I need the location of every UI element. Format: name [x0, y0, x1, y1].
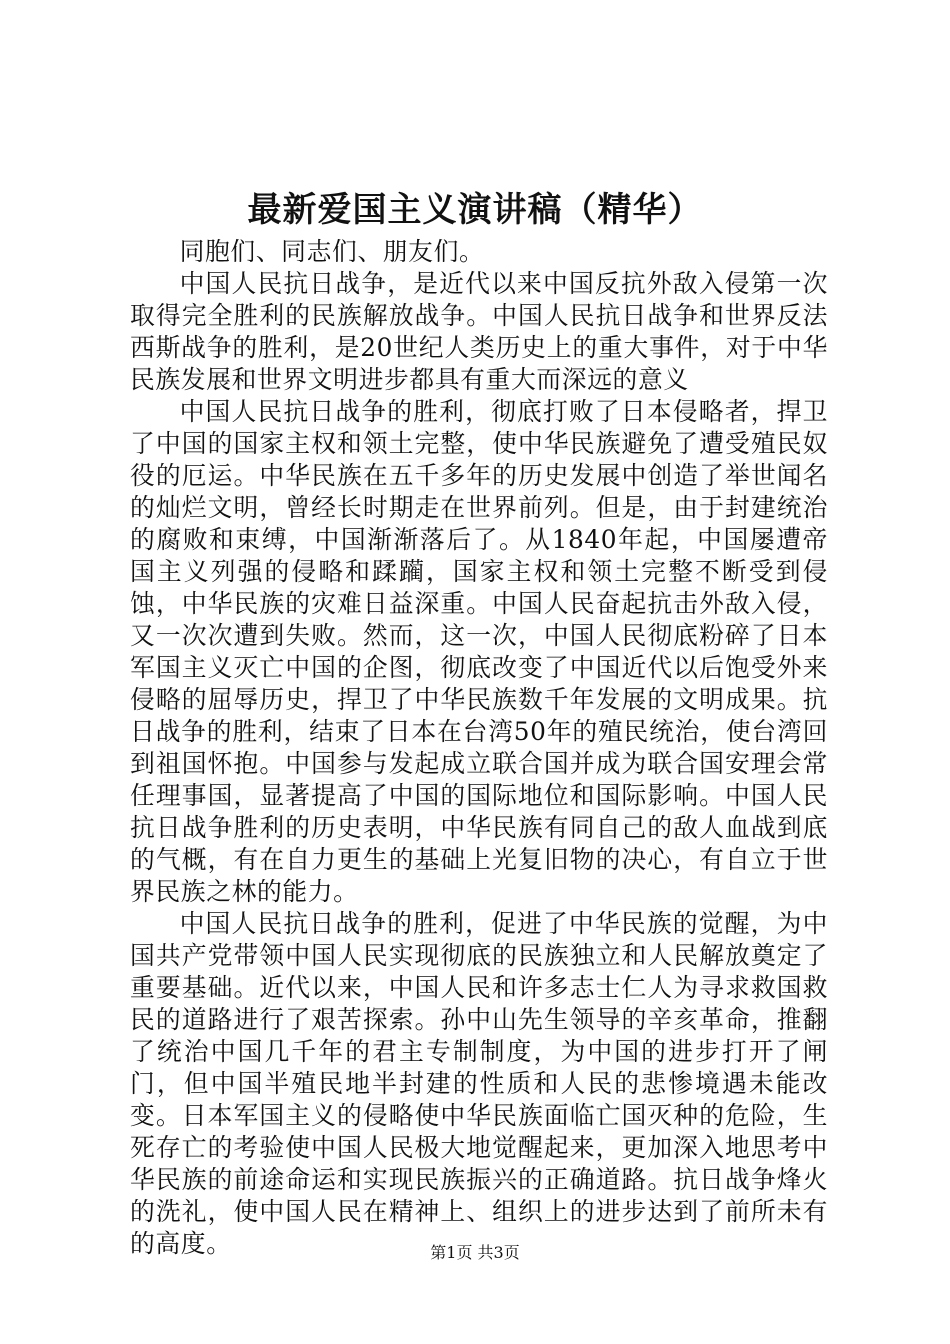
paragraph-1: 中国人民抗日战争，是近代以来中国反抗外敌入侵第一次取得完全胜利的民族解放战争。中国人民抗日战争和世界反法西斯战争的胜利，是20世纪人类历史上的重大事件，对于中华民族发展和世界文明进步都具有重大而深远的意义 [130, 269, 828, 394]
paragraph-2: 中国人民抗日战争的胜利，彻底打败了日本侵略者，捍卫了中国的国家主权和领土完整，使中华民族避免了遭受殖民奴役的厄运。中华民族在五千多年的历史发展中创造了举世闻名的灿烂文明，曾经长时期走在世界前列。但是，由于封建统治的腐败和束缚，中国渐渐落后了。从1840年起，中国屡遭帝国主义列强的侵略和蹂躏，国家主权和领土完整不断受到侵蚀，中华民族的灾难日益深重。中国人民奋起抗击外敌入侵，又一次次遭到失败。然而，这一次，中国人民彻底粉碎了日本军国主义灭亡中国的企图，彻底改变了中国近代以后饱受外来侵略的屈辱历史，捍卫了中华民族数千年发展的文明成果。抗日战争的胜利，结束了日本在台湾50年的殖民统治，使台湾回到祖国怀抱。中国参与发起成立联合国并成为联合国安理会常任理事国，显著提高了中国的国际地位和国际影响。中国人民抗日战争胜利的历史表明，中华民族有同自己的敌人血战到底的气概，有在自力更生的基础上光复旧物的决心，有自立于世界民族之林的能力。 [130, 397, 828, 906]
paragraph-greeting: 同胞们、同志们、朋友们。 [179, 237, 485, 266]
document-title: 最新爱国主义演讲稿（精华） [247, 190, 703, 230]
paragraph-3: 中国人民抗日战争的胜利，促进了中华民族的觉醒，为中国共产党带领中国人民实现彻底的民族独立和人民解放奠定了重要基础。近代以来，中国人民和许多志士仁人为寻求救国救民的道路进行了艰苦探索。孙中山先生领导的辛亥革命，推翻了统治中国几千年的君主专制制度，为中国的进步打开了闸门，但中国半殖民地半封建的性质和人民的悲惨境遇未能改变。日本军国主义的侵略使中华民族面临亡国灭种的危险，生死存亡的考验使中国人民极大地觉醒起来，更加深入地思考中华民族的前途命运和实现民族振兴的正确道路。抗日战争烽火的洗礼，使中国人民在精神上、组织上的进步达到了前所未有的高度。 [130, 909, 828, 1258]
document-body [130, 236, 828, 1260]
page-number-footer: 第1页 共3页 [430, 1243, 520, 1262]
